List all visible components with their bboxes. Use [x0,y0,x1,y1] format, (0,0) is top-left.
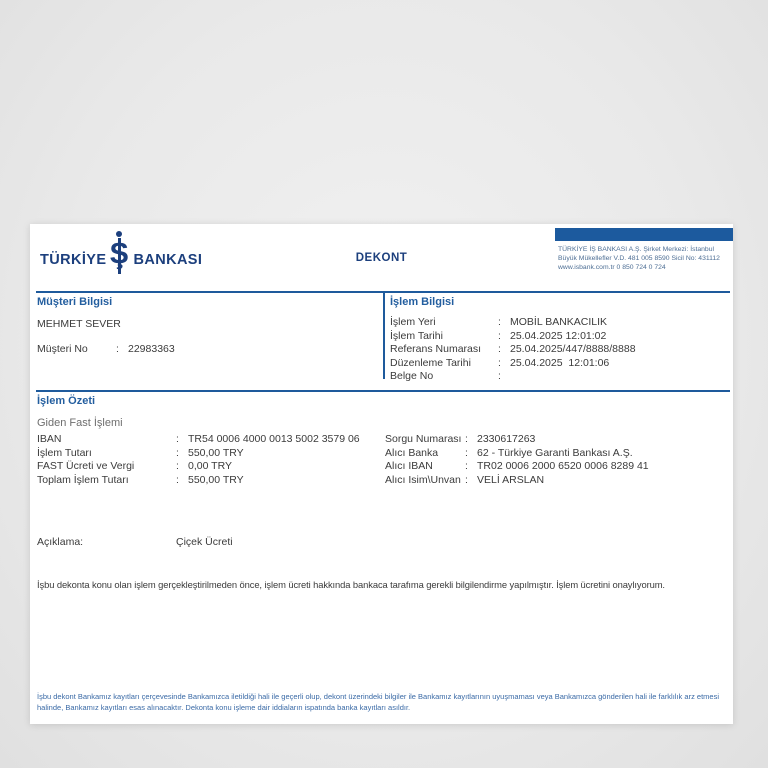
field-value: 550,00 TRY [188,473,244,486]
islem-bilgisi-title: İşlem Bilgisi [390,296,455,308]
header-blue-bar [555,228,733,241]
field-value: 550,00 TRY [188,446,244,459]
field-row-fast-ucreti [37,460,360,474]
field-label: Müşteri No [37,343,88,355]
is-icon-s-glyph: Ş [109,238,129,270]
field-colon [176,474,188,488]
islem-bilgisi-vertical-divider [383,291,385,379]
field-label: Düzenleme Tarihi [390,356,471,369]
field-label: Alıcı Isim\Unvan [385,473,461,486]
customer-name: MEHMET SEVER [37,318,121,330]
field-colon [465,447,477,461]
field-row-alici-iban [385,460,649,474]
consent-text: İşbu dekonta konu olan işlem gerçekleştirilmeden önce, işlem ücreti hakkında bankaca tarafıma gerekli bilgilendirme yapılmıştır. İşlem ücretini onaylıyorum. [37,579,665,590]
islem-bilgisi-rows [390,316,636,384]
field-value: MOBİL BANKACILIK [510,316,608,328]
islem-ozeti-right-rows [385,433,649,487]
field-colon [498,343,510,357]
field-row-alici-banka [385,447,649,461]
field-colon [176,447,188,461]
field-row-belge-no [390,370,636,384]
field-value: 25.04.2025 12:01:02 [510,329,607,342]
field-colon [116,343,128,357]
field-row-toplam-tutar [37,474,360,488]
field-label: Referans Numarası [390,343,482,356]
musteri-bilgisi-divider [36,291,383,293]
field-label: İşlem Tarihi [390,329,443,342]
field-value: VELİ ARSLAN [477,473,545,486]
field-colon [465,460,477,474]
company-info-line: Büyük Mükellefler V.D. 481 005 8590 Sicil No: 431112 [558,255,720,263]
field-value: TR54 0006 4000 0013 5002 3579 06 [188,433,360,445]
islem-ozeti-title: İşlem Özeti [37,395,96,407]
field-value: 22983363 [128,343,175,355]
field-colon [465,474,477,488]
document-title: DEKONT [355,252,408,264]
aciklama-label: Açıklama: [37,536,84,548]
field-row-alici-isim-unvan [385,474,649,488]
field-label: FAST Ücreti ve Vergi [37,460,135,473]
field-colon [176,460,188,474]
field-label: Alıcı Banka [385,446,439,459]
islem-ozeti-left-rows [37,433,360,487]
company-info-line: www.isbank.com.tr 0 850 724 0 724 [558,264,666,272]
field-value: 25.04.2025 12:01:06 [510,356,610,369]
field-colon [498,330,510,344]
field-row-islem-tutari [37,447,360,461]
field-row-aciklama [37,536,233,550]
company-info-block [558,245,733,273]
islem-ozeti-divider [36,390,730,392]
field-value: TR02 0006 2000 6520 0006 8289 41 [477,460,649,473]
field-label: İşlem Tutarı [37,446,92,459]
field-row-islem-tarihi [390,330,636,344]
is-icon-dot [116,231,122,237]
field-label: Sorgu Numarası [385,433,462,445]
field-colon [498,357,510,371]
field-row-musteri-no [37,343,175,357]
aciklama-row [37,536,233,550]
field-value: 2330617263 [477,433,536,445]
field-row-duzenleme-tarihi [390,357,636,371]
field-colon [465,433,477,447]
aciklama-value: Çiçek Ücreti [176,536,233,548]
bank-logo-left-text: TÜRKİYE [40,252,107,268]
field-label: IBAN [37,433,62,445]
field-value: 25.04.2025/447/8888/8888 [510,343,636,356]
musteri-bilgisi-rows [37,343,175,357]
field-label: Belge No [390,370,434,383]
field-row-iban [37,433,360,447]
company-info-line: TÜRKİYE İŞ BANKASI A.Ş. Şirket Merkezi: İstanbul [558,246,715,253]
footer-legal-text: İşbu dekont Bankamız kayıtları çerçevesinde Bankamızca iletildiği hali ile geçerli olup, dekont üzerindeki bilgiler ile Bankamız kayıtlarının uyuşmaması veya Bankamızca gönderilen hali ile farklılık arz etmesi halinde, Bankamız kayıtları esas alınacaktır. Dekonta konu işleme dair iddiaların ispatında banka kayıtları asıldır. [37,692,719,712]
bank-logo-right-text: BANKASI [133,252,203,268]
field-row-referans-numarasi [390,343,636,357]
islem-ozeti-subtitle: Giden Fast İşlemi [37,417,123,429]
field-colon [498,316,510,330]
dekont-document [30,224,733,724]
field-row-sorgu-numarasi [385,433,649,447]
field-colon [176,433,188,447]
field-value: 0,00 TRY [188,460,232,473]
musteri-bilgisi-title: Müşteri Bilgisi [37,296,113,308]
field-row-islem-yeri [390,316,636,330]
field-label: İşlem Yeri [390,316,436,328]
field-label: Toplam İşlem Tutarı [37,473,129,486]
field-colon [498,370,510,384]
field-value: 62 - Türkiye Garanti Bankası A.Ş. [477,446,633,459]
field-label: Alıcı IBAN [385,460,433,473]
islem-bilgisi-divider [383,291,730,293]
